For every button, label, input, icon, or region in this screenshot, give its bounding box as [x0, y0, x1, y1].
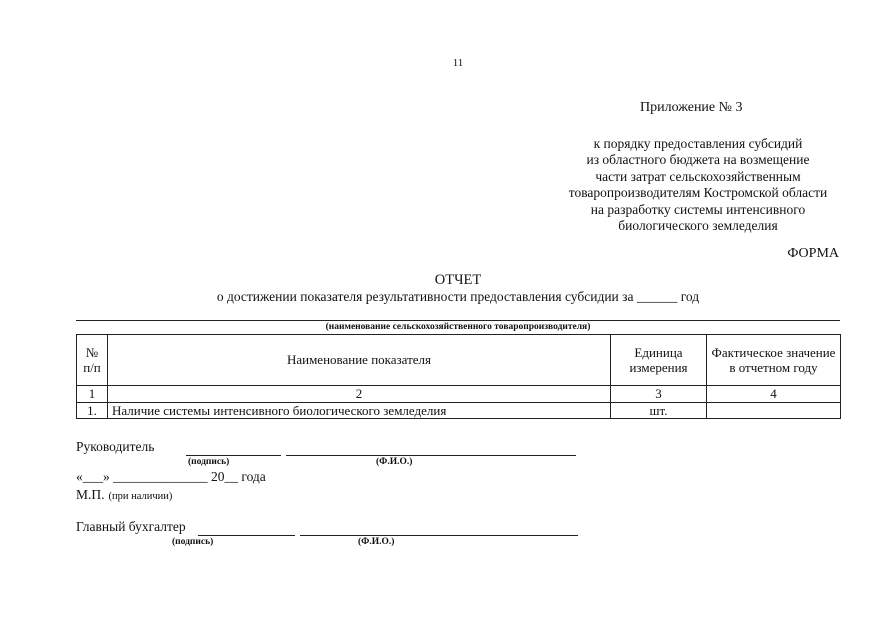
stamp-label: М.П.	[76, 487, 105, 502]
order-line: товаропроизводителям Костромской области	[568, 185, 828, 201]
date-line[interactable]: «___» ______________ 20__ года	[76, 469, 266, 484]
order-line: к порядку предоставления субсидий	[593, 136, 803, 151]
header-indicator: Наименование показателя	[108, 335, 611, 386]
report-title: ОТЧЕТ	[434, 272, 482, 288]
header-unit: Единица измерения	[611, 335, 707, 386]
page-number: 11	[452, 57, 464, 69]
column-number: 3	[611, 386, 707, 403]
accountant-signature-caption: (подпись)	[172, 537, 214, 547]
column-number: 1	[77, 386, 108, 403]
order-line: части затрат сельскохозяйственным	[595, 168, 801, 184]
producer-name-caption: (наименование сельскохозяйственного товаропроизводителя)	[325, 322, 591, 332]
accountant-label: Главный бухгалтер	[76, 519, 186, 534]
head-label: Руководитель	[76, 439, 155, 454]
accountant-fio-line[interactable]	[300, 535, 578, 536]
order-line: на разработку системы интенсивного	[590, 201, 806, 217]
head-fio-line[interactable]	[286, 455, 576, 456]
row-actual-value-cell[interactable]	[707, 402, 841, 419]
order-line: из областного бюджета на возмещение	[586, 152, 810, 168]
form-label: ФОРМА	[787, 246, 839, 261]
order-reference	[548, 136, 848, 234]
accountant-fio-caption: (Ф.И.О.)	[358, 537, 395, 547]
report-subtitle: о достижении показателя результативности предоставления субсидии за ______ год	[216, 289, 700, 304]
row-number: 1.	[77, 402, 108, 419]
header-actual-value: Фактическое значение в отчетном году	[707, 335, 841, 386]
stamp-note: (при наличии)	[108, 491, 173, 502]
head-signature-caption: (подпись)	[188, 457, 230, 467]
table-header-row	[77, 335, 841, 386]
head-fio-caption: (Ф.И.О.)	[376, 457, 413, 467]
row-unit: шт.	[611, 402, 707, 419]
producer-name-line[interactable]	[76, 320, 840, 321]
table-row	[77, 402, 841, 419]
head-signature-line[interactable]	[186, 455, 281, 456]
row-indicator-name: Наличие системы интенсивного биологического земледелия	[108, 402, 611, 419]
order-line: биологического земледелия	[618, 218, 778, 234]
header-number: № п/п	[77, 335, 108, 386]
appendix-heading: Приложение № 3	[640, 100, 743, 115]
report-table	[76, 334, 841, 419]
column-number: 2	[108, 386, 611, 403]
column-number: 4	[707, 386, 841, 403]
column-numbers-row	[77, 386, 841, 403]
accountant-signature-line[interactable]	[198, 535, 295, 536]
stamp-line	[76, 486, 172, 504]
